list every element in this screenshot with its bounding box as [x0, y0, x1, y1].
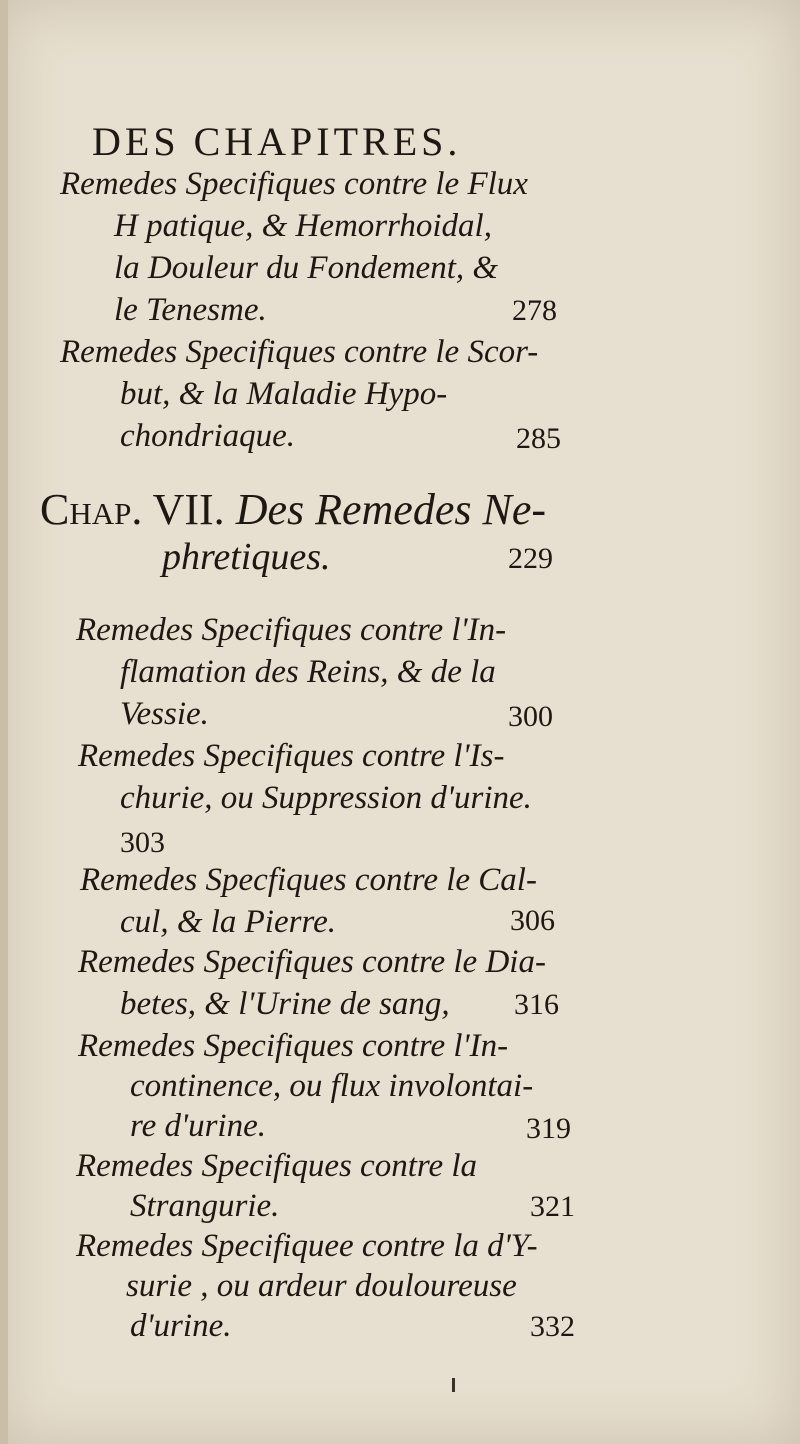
toc-entry-line: surie , ou ardeur douloureuse: [126, 1268, 517, 1304]
toc-page-number: 332: [530, 1310, 575, 1343]
chapter-heading: [40, 485, 547, 534]
toc-entry-line: flamation des Reins, & de la: [120, 654, 496, 690]
toc-entry-line: Remedes Specifiques contre l'In-: [76, 612, 507, 648]
toc-entry-line: Remedes Specifiques contre la: [76, 1148, 478, 1184]
toc-entry-line: Remedes Specifiques contre le Flux: [60, 166, 528, 202]
toc-entry-line: Remedes Specifiques contre le Scor-: [60, 334, 539, 370]
chapter-page-number: 229: [508, 542, 553, 575]
toc-entry-line: Remedes Specfiques contre le Cal-: [80, 862, 537, 898]
toc-entry-line: d'urine.: [130, 1308, 232, 1344]
toc-entry-line: Vessie.: [120, 696, 209, 732]
toc-entry-line: re d'urine.: [130, 1108, 266, 1144]
chapter-title: Des Remedes Ne-: [235, 485, 547, 534]
chapter-number: VII.: [152, 485, 225, 534]
toc-entry-line: Remedes Specifiques contre le Dia-: [78, 944, 546, 980]
printer-mark: [452, 1378, 455, 1392]
toc-page-number: 316: [514, 988, 559, 1021]
toc-entry-line: Remedes Specifiques contre l'In-: [78, 1028, 509, 1064]
toc-entry-line: chondriaque.: [120, 418, 296, 454]
chapter-title-continued: phretiques.: [162, 536, 331, 578]
toc-entry-line: Remedes Specifiquee contre la d'Y-: [76, 1228, 538, 1264]
toc-entry-line: le Tenesme.: [114, 292, 267, 328]
toc-page-number: 278: [512, 294, 557, 327]
toc-entry-line: betes, & l'Urine de sang,: [120, 986, 450, 1022]
toc-entry-line: la Douleur du Fondement, &: [114, 250, 499, 286]
toc-page-number: 285: [516, 422, 561, 455]
toc-entry-line: continence, ou flux involontai-: [130, 1068, 534, 1104]
toc-entry-line: Remedes Specifiques contre l'Is-: [78, 738, 505, 774]
running-header: DES CHAPITRES.: [92, 119, 462, 164]
toc-entry-line: churie, ou Suppression d'urine.: [120, 780, 532, 816]
toc-entry-line: H patique, & Hemorrhoidal,: [114, 208, 492, 244]
toc-page-number: 319: [526, 1112, 571, 1145]
toc-entry-line: Strangurie.: [130, 1188, 280, 1224]
toc-page-number: 303: [120, 826, 165, 859]
toc-page-number: 300: [508, 700, 553, 733]
toc-entry-line: cul, & la Pierre.: [120, 904, 336, 940]
toc-page-number: 321: [530, 1190, 575, 1223]
toc-entry-line: but, & la Maladie Hypo-: [120, 376, 448, 412]
toc-page-number: 306: [510, 904, 555, 937]
chapter-label: Chap.: [40, 485, 143, 534]
